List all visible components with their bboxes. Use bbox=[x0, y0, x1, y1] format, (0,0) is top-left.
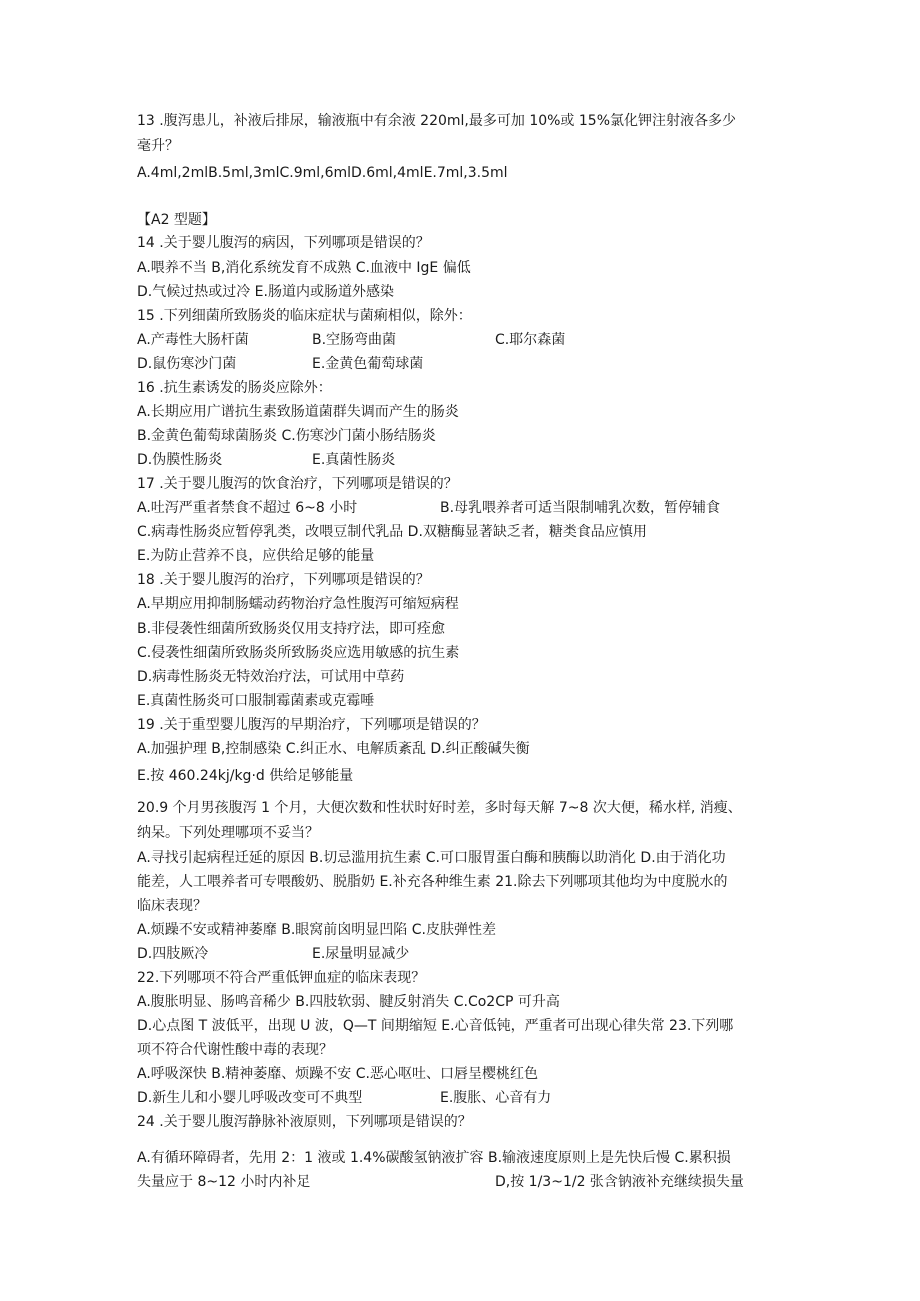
q17-option-b: B.母乳喂养者可适当限制哺乳次数，暂停辅食 bbox=[440, 500, 721, 516]
q15-option-a: A.产毒性大肠杆菌 bbox=[137, 332, 249, 348]
q20-line1: 20.9 个月男孩腹泻 1 个月，大便次数和性状时好时差，多时每天解 7~8 次大便，稀水样, 消瘦、 bbox=[137, 800, 742, 816]
q15-stem: 15 .下列细菌所致肠炎的临床症状与菌痢相似，除外： bbox=[137, 308, 472, 324]
q24-options-line2b: D,按 1/3~1/2 张含钠液补充继续损失量 bbox=[495, 1174, 744, 1190]
q22-options-line2: D.心点图 T 波低平，出现 U 波，Q—T 间期缩短 E.心音低钝，严重者可出现心律失常 23.下列哪 bbox=[137, 1018, 734, 1034]
q22-options-line1: A.腹胀明显、肠鸣音稀少 B.四肢软弱、腱反射消失 C.Co2CP 可升高 bbox=[137, 994, 560, 1010]
q13-stem-line2: 毫升？ bbox=[137, 138, 179, 154]
q13-options: A.4ml,2mlB.5ml,3mlC.9ml,6mlD.6ml,4mlE.7ml,3.5ml bbox=[137, 165, 508, 181]
q16-option-e: E.真菌性肠炎 bbox=[312, 452, 396, 468]
q17-option-a: A.吐泻严重者禁食不超过 6~8 小时 bbox=[137, 500, 358, 516]
q18-option-a: A.早期应用抑制肠蠕动药物治疗急性腹泻可缩短病程 bbox=[137, 596, 459, 612]
q19-stem: 19 .关于重型婴儿腹泻的早期治疗，下列哪项是错误的？ bbox=[137, 717, 486, 733]
q20-line2: 纳呆。下列处理哪项不妥当？ bbox=[137, 825, 319, 841]
q23-option-d: D.新生儿和小婴儿呼吸改变可不典型 bbox=[137, 1090, 363, 1106]
q14-stem: 14 .关于婴儿腹泻的病因，下列哪项是错误的？ bbox=[137, 235, 430, 251]
q15-option-e: E.金黄色葡萄球菌 bbox=[312, 356, 424, 372]
q15-option-c: C.耶尔森菌 bbox=[495, 332, 566, 348]
q21-option-e: E.尿量明显减少 bbox=[312, 946, 410, 962]
q17-stem: 17 .关于婴儿腹泻的饮食治疗，下列哪项是错误的？ bbox=[137, 476, 458, 492]
q14-options-line1: A.喂养不当 B,消化系统发育不成熟 C.血液中 IgE 偏低 bbox=[137, 260, 471, 276]
q15-option-d: D.鼠伤寒沙门菌 bbox=[137, 356, 237, 372]
q20-line5: 临床表现？ bbox=[137, 898, 207, 914]
q18-option-d: D.病毒性肠炎无特效治疗法，可试用中草药 bbox=[137, 669, 405, 685]
q16-option-d: D.伪膜性肠炎 bbox=[137, 452, 223, 468]
q18-option-e: E.真菌性肠炎可口服制霉菌素或克霉唾 bbox=[137, 693, 375, 709]
q18-option-c: C.侵袭性细菌所致肠炎所致肠炎应选用敏感的抗生素 bbox=[137, 645, 460, 661]
q17-options-cd: C.病毒性肠炎应暂停乳类，改喂豆制代乳品 D.双糖酶显著缺乏者，糖类食品应慎用 bbox=[137, 524, 647, 540]
q19-options-line1: A.加强护理 B,控制感染 C.纠正水、电解质紊乱 D.纠正酸碱失衡 bbox=[137, 741, 530, 757]
q22-stem: 22.下列哪项不符合严重低钾血症的临床表现？ bbox=[137, 970, 426, 986]
q23-option-e: E.腹胀、心音有力 bbox=[440, 1090, 552, 1106]
q13-stem-line1: 13 .腹泻患儿，补液后排尿，输液瓶中有余液 220ml,最多可加 10%或 15%氯化钾注射液各多少 bbox=[137, 113, 736, 129]
q23-options-line1: A.呼吸深快 B.精神萎靡、烦躁不安 C.恶心呕吐、口唇呈樱桃红色 bbox=[137, 1066, 538, 1082]
q24-stem: 24 .关于婴儿腹泻静脉补液原则，下列哪项是错误的？ bbox=[137, 1114, 472, 1130]
q21-options-line1: A.烦躁不安或精神萎靡 B.眼窝前囟明显凹陷 C.皮肤弹性差 bbox=[137, 922, 496, 938]
section-heading-a2: 【A2 型题】 bbox=[137, 212, 216, 228]
q20-line3: A.寻找引起病程迁延的原因 B.切忌滥用抗生素 C.可口服胃蛋白酶和胰酶以助消化 D.由于消化功 bbox=[137, 850, 726, 866]
q19-options-line2: E.按 460.24kj/kg·d 供给足够能量 bbox=[137, 768, 354, 784]
q16-option-a: A.长期应用广谱抗生素致肠道菌群失调而产生的肠炎 bbox=[137, 404, 459, 420]
q20-line4: 能差，人工喂养者可专喂酸奶、脱脂奶 E.补充各种维生素 21.除去下列哪项其他均为中度脱水的 bbox=[137, 874, 728, 890]
q17-option-e: E.为防止营养不良，应供给足够的能量 bbox=[137, 548, 375, 564]
q18-option-b: B.非侵袭性细菌所致肠炎仅用支持疗法，即可痊愈 bbox=[137, 621, 446, 637]
q14-options-line2: D.气候过热或过冷 E.肠道内或肠道外感染 bbox=[137, 284, 394, 300]
q15-option-b: B.空肠弯曲菌 bbox=[312, 332, 397, 348]
q16-stem: 16 .抗生素诱发的肠炎应除外： bbox=[137, 380, 332, 396]
q18-stem: 18 .关于婴儿腹泻的治疗，下列哪项是错误的？ bbox=[137, 572, 430, 588]
q21-option-d: D.四肢厥冷 bbox=[137, 946, 209, 962]
q24-options-line1: A.有循环障碍者，先用 2：1 液或 1.4%碳酸氢钠液扩容 B.输液速度原则上是先快后慢 C.累积损 bbox=[137, 1150, 731, 1166]
q16-options-bc: B.金黄色葡萄球菌肠炎 C.伤寒沙门菌小肠结肠炎 bbox=[137, 428, 436, 444]
q24-options-line2a: 失量应于 8~12 小时内补足 bbox=[137, 1174, 311, 1190]
q22-options-line3: 项不符合代谢性酸中毒的表现？ bbox=[137, 1042, 333, 1058]
